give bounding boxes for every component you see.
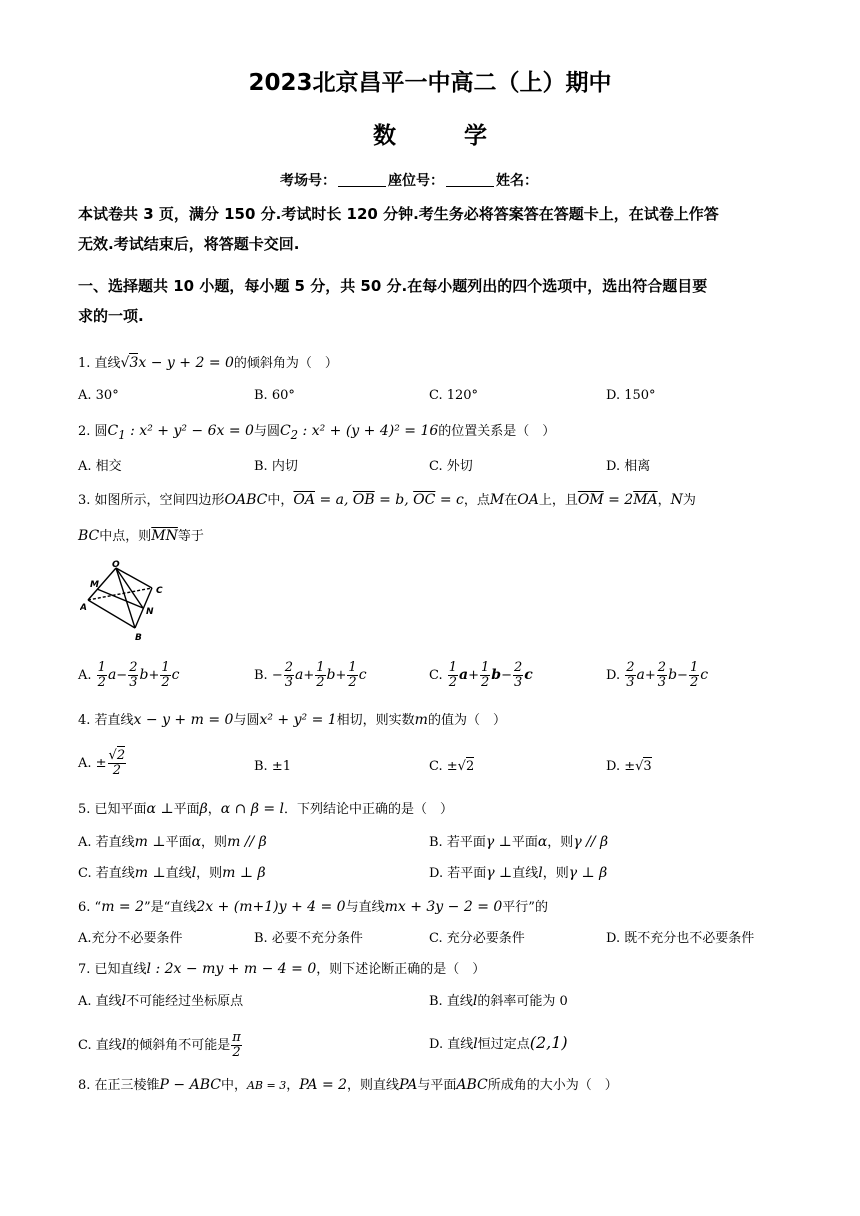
q1-option-d[interactable]: D. 150° (606, 388, 656, 403)
exam-room-label: 考场号： (280, 173, 336, 189)
q3-option-b[interactable]: B. − $\frac{2}{3}$ a+ $\frac{1}{2}$ b+ $\frac{1}{2}$ c (254, 660, 367, 690)
question-5: 5. 已知平面α ⊥平面β，α ∩ β = l．下列结论中正确的是（ ） (78, 801, 454, 817)
q2-option-d[interactable]: D. 相离 (606, 459, 651, 474)
q5-option-d[interactable]: D. 若平面γ ⊥直线l，则γ ⊥ β (429, 865, 608, 881)
tetrahedron-figure (80, 560, 170, 642)
question-8: 8. 在正三棱锥P − ABC中，AB = 3，PA = 2，则直线PA与平面ABC所成角的大小为（ ） (78, 1077, 618, 1093)
label-m: M (90, 580, 99, 590)
exam-info-line (280, 170, 538, 190)
question-2: 2. 圆$C_1$ : x² + y² − 6x = 0与圆$C_2$ : x² + (y + 4)² = 16的位置关系是（ ） (78, 423, 556, 442)
label-o: O (112, 560, 120, 570)
q4-option-b[interactable]: B. ±1 (254, 759, 291, 774)
q4-option-c[interactable]: C. ±√2 (429, 759, 475, 774)
label-n: N (146, 607, 154, 617)
q3-option-c[interactable]: C. $\frac{1}{2}$ a+ $\frac{1}{2}$ b− $\frac{2}{3}$ c (429, 660, 533, 690)
q2-option-b[interactable]: B. 内切 (254, 459, 298, 474)
q1-option-b[interactable]: B. 60° (254, 388, 295, 403)
exam-room-blank (338, 172, 386, 187)
q2-option-a[interactable]: A. 相交 (78, 459, 122, 474)
instructions-line-2: 无效.考试结束后，将答题卡交回. (78, 235, 300, 253)
question-3-line-2: BC中点，则$\overline{MN}$等于 (78, 528, 204, 544)
seat-label: 座位号： (388, 173, 444, 189)
question-7: 7. 已知直线l : 2x − my + m − 4 = 0，则下述论断正确的是（ ） (78, 961, 486, 977)
q7-option-b[interactable]: B. 直线l的斜率可能为 0 (429, 993, 568, 1009)
instructions-line-1: 本试卷共 3 页，满分 150 分.考试时长 120 分钟.考生务必将答案答在答题卡上，在试卷上作答 (78, 205, 719, 223)
q2-option-c[interactable]: C. 外切 (429, 459, 473, 474)
q6-option-c[interactable]: C. 充分必要条件 (429, 931, 525, 946)
q5-option-b[interactable]: B. 若平面γ ⊥平面α，则γ // β (429, 834, 609, 850)
question-3: 3. 如图所示，空间四边形OABC中，$\overline{OA} = a$, $\overline{OB} = b$, $\overline{OC} = c$，点M在OA上，且$\overline{OM} = 2\overline{MA}$，N为 (78, 492, 696, 508)
q6-option-b[interactable]: B. 必要不充分条件 (254, 931, 363, 946)
label-b: B (135, 633, 142, 642)
question-6: 6. “m = 2”是“直线2x + (m+1)y + 4 = 0与直线mx + 3y − 2 = 0平行”的 (78, 899, 548, 915)
section-1-line-1: 一、选择题共 10 小题，每小题 5 分，共 50 分.在每小题列出的四个选项中，选出符合题目要 (78, 277, 708, 295)
instructions (78, 199, 788, 259)
question-1: 1. 直线√3x − y + 2 = 0的倾斜角为（ ） (78, 355, 338, 371)
q1-option-c[interactable]: C. 120° (429, 388, 479, 403)
q3-option-a[interactable]: A. $\frac{1}{2}$ a− $\frac{2}{3}$ b+ $\frac{1}{2}$ c (78, 660, 180, 690)
section-1-heading (78, 271, 788, 331)
q3-option-d[interactable]: D. $\frac{2}{3}$ a+ $\frac{2}{3}$ b− $\frac{1}{2}$ c (606, 660, 709, 690)
label-c: C (156, 586, 163, 596)
q7-option-d[interactable]: D. 直线l恒过定点(2,1) (429, 1033, 568, 1052)
subject-title: 数 学 (372, 123, 517, 149)
q6-option-d[interactable]: D. 既不充分也不必要条件 (606, 931, 755, 946)
q7-option-a[interactable]: A. 直线l不可能经过坐标原点 (78, 993, 244, 1009)
name-label: 姓名： (496, 173, 538, 189)
section-1-line-2: 求的一项. (78, 307, 144, 325)
seat-blank (446, 172, 494, 187)
q4-option-d[interactable]: D. ±√3 (606, 759, 652, 774)
q5-option-c[interactable]: C. 若直线m ⊥直线l，则m ⊥ β (78, 865, 266, 881)
q5-option-a[interactable]: A. 若直线m ⊥平面α，则m // β (78, 834, 267, 850)
page-title: 2023北京昌平一中高二（上）期中 (248, 70, 612, 96)
q6-option-a[interactable]: A.充分不必要条件 (78, 931, 183, 946)
question-4: 4. 若直线x − y + m = 0与圆x² + y² = 1相切，则实数m的值为（ ） (78, 712, 506, 728)
label-a: A (80, 603, 87, 613)
q7-option-c[interactable]: C. 直线l的倾斜角不可能是 $\frac{\pi}{2}$ (78, 1030, 241, 1060)
q1-option-a[interactable]: A. 30° (78, 388, 119, 403)
q4-option-a[interactable]: A. ± $\frac{√2}{2}$ (78, 748, 126, 778)
